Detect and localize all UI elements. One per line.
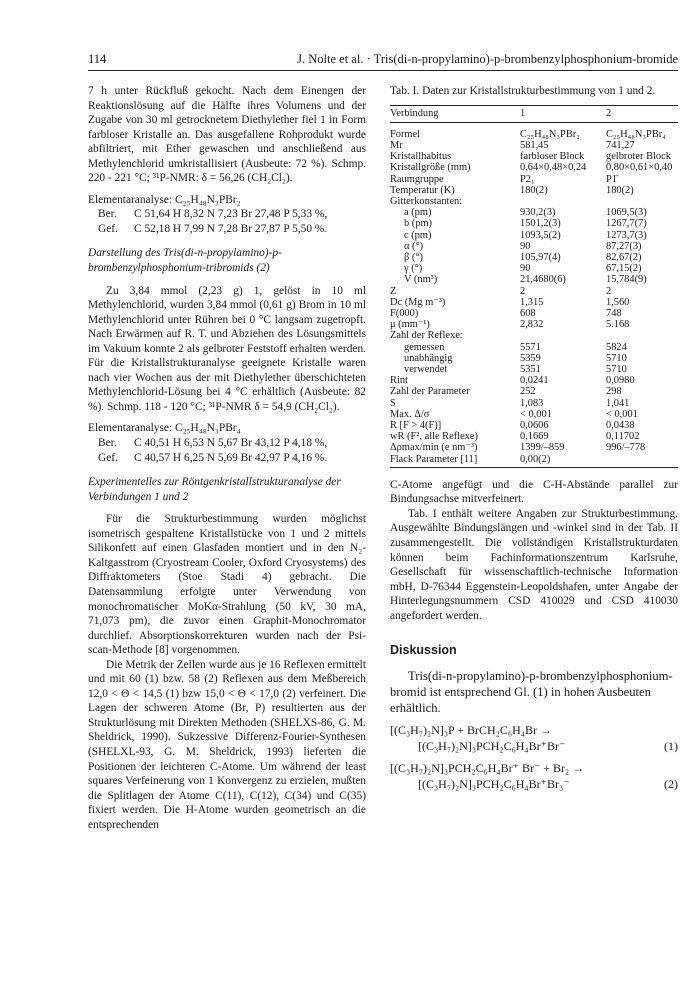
equation-product: [(C₃H₇)₂N]₃PCH₂C₆H₄Br⁺Br₃⁻ xyxy=(418,776,570,791)
subsection-heading: Darstellung des Tris(di-n-propylamino)-p-brombenzylphosphonium-tribromids (2) xyxy=(88,247,282,275)
compound-2-cell: 1069,5(3) xyxy=(606,207,647,219)
table-header-cell: 1 xyxy=(520,105,606,122)
paragraph: 7 h unter Rückfluß gekocht. Nach dem Einengen der Reaktionslösung auf die Hälfte ihres Volumens und der Zugabe von 30 ml getrocknetem Diethylether fiel 1 in Form farbloser Kristalle an. Das ausgefallene Rohprodukt wurde abfiltriert, mit Ether gewaschen und anschließend aus Methylenchlorid umkristallisiert (Ausbeute: 72 %). Schmp. 220 - 221 °C; ³¹P-NMR: δ = 56,26 (CH₂Cl₂). xyxy=(88,85,366,185)
compound-2-cell: 298 xyxy=(606,386,622,398)
table-row xyxy=(390,398,678,409)
compound-1-cell: 21,4680(6) xyxy=(520,274,566,286)
equation-1 xyxy=(390,722,678,754)
compound-2-cell: P1̄ xyxy=(606,173,617,185)
compound-1-cell: 2 xyxy=(520,285,526,297)
table-row xyxy=(390,207,678,218)
elemental-analysis-found xyxy=(88,222,366,237)
running-title: J. Nolte et al. · Tris(di-n-propylamino)-p-brombenzylphosphonium-bromide xyxy=(297,52,678,66)
compound-2-cell: 0,0438 xyxy=(606,420,635,432)
table-row xyxy=(390,241,678,252)
page-number: 114 xyxy=(88,52,107,66)
table-row xyxy=(390,375,678,386)
elemental-analysis-calculated xyxy=(88,436,366,451)
table-row xyxy=(390,420,678,431)
row-label-cell: Zahl der Parameter xyxy=(390,386,470,398)
table-row xyxy=(390,342,678,353)
compound-2-cell: 1,041 xyxy=(606,397,630,409)
table-row xyxy=(390,442,678,453)
compound-1-cell: 180(2) xyxy=(520,184,548,196)
compound-1-cell: 0,00(2) xyxy=(520,454,606,468)
crystal-data-table xyxy=(390,105,678,468)
row-label-cell: Z xyxy=(390,285,397,297)
row-label-cell: Mr xyxy=(390,139,403,151)
table-row xyxy=(390,297,678,308)
compound-2-cell: 87,27(3) xyxy=(606,240,642,252)
compound-2-cell: 0,80×0,61×0,40 xyxy=(606,162,673,174)
compound-1-cell: 0,1669 xyxy=(520,431,549,443)
row-label-cell: γ (°) xyxy=(404,263,423,275)
row-label-cell: Formel xyxy=(390,128,421,140)
compound-1-cell: 1093,5(2) xyxy=(520,229,561,241)
row-label-cell: Zahl der Reflexe: xyxy=(390,330,463,342)
table-row xyxy=(390,174,678,185)
compound-1-cell: 1399/–859 xyxy=(520,442,565,454)
compound-1-cell: 5359 xyxy=(520,352,541,364)
paragraph: Tab. I enthält weitere Angaben zur Strukturbestimmung. Ausgewählte Bindungslängen und -winkel sind in der Tab. II zusammengestellt. Die vollständigen Kristallstrukturdaten können beim Fachinformationszentrum Karlsruhe, Gesellschaft für wissenschaftlich-technische Information mbH, D-76344 Eggenstein-Leopoldshafen, unter Angabe der Hinterlegungsnummern CSD 410029 und CSD 410030 angefordert werden. xyxy=(390,507,678,622)
found-values: C 40,57 H 6,25 N 5,69 Br 42,97 P 4,16 %. xyxy=(134,451,328,464)
row-label-cell: Kristallgröße (mm) xyxy=(390,162,471,174)
compound-2-cell: 1273,7(3) xyxy=(606,229,647,241)
table-row xyxy=(390,185,678,196)
elemental-analysis-calculated xyxy=(88,207,366,222)
compound-2-cell: 1267,7(7) xyxy=(606,218,647,230)
row-label-cell: F(000) xyxy=(390,308,419,319)
equation-2 xyxy=(390,760,678,792)
compound-2-cell: gelbroter Block xyxy=(606,151,671,163)
compound-2-cell xyxy=(606,454,678,468)
row-label-cell: Max. Δ/σ xyxy=(390,408,430,420)
compound-1-cell: 5351 xyxy=(520,364,541,376)
table-row xyxy=(390,218,678,229)
compound-1-cell: 2,832 xyxy=(520,319,544,331)
compound-1-cell: C₂₅H₄₈N₃PBr₂ xyxy=(520,128,580,140)
table-row xyxy=(390,252,678,263)
row-label-cell: S xyxy=(390,397,396,409)
row-label-cell: verwendet xyxy=(404,364,448,376)
row-label-cell: b (pm) xyxy=(404,218,432,230)
compound-2-cell xyxy=(606,196,678,207)
row-label-cell: Flack Parameter [11] xyxy=(390,454,520,468)
compound-2-cell: 2 xyxy=(606,285,612,297)
compound-1-cell: 581,45 xyxy=(520,139,549,151)
equation-line xyxy=(390,776,678,792)
table-row xyxy=(390,162,678,173)
table-row xyxy=(390,454,678,468)
compound-2-cell xyxy=(606,330,678,341)
compound-2-cell: 180(2) xyxy=(606,184,634,196)
row-label-cell: Raumgruppe xyxy=(390,173,444,185)
row-label-cell: Gitterkonstanten: xyxy=(390,195,463,207)
elemental-analysis-title: Elementaranalyse: C₂₅H₄₈N₃PBr₄ xyxy=(88,422,241,435)
compound-1-cell: 105,97(4) xyxy=(520,251,561,263)
row-label-cell: β (°) xyxy=(404,251,423,263)
table-header-row xyxy=(390,105,678,122)
table-row xyxy=(390,330,678,341)
row-label-cell: Temperatur (K) xyxy=(390,184,455,196)
row-label-cell: unabhängig xyxy=(404,352,453,364)
equation-line: [(C₃H₇)₂N]₃PCH₂C₆H₄Br⁺ Br⁻ + Br₂ → xyxy=(390,760,585,775)
compound-2-cell: 5710 xyxy=(606,352,627,364)
compound-1-cell: 1501,2(3) xyxy=(520,218,561,230)
row-label-cell: wR (F², alle Reflexe) xyxy=(390,431,478,443)
row-label-cell: Δρmax/min (e nm⁻³) xyxy=(390,442,478,454)
compound-1-cell: farbloser Block xyxy=(520,151,585,163)
found-label: Gef. xyxy=(98,222,118,235)
compound-2-cell: 82,67(2) xyxy=(606,251,642,263)
compound-1-cell: 5571 xyxy=(520,341,541,353)
compound-2-cell: 0,11702 xyxy=(606,431,640,443)
row-label-cell: Dc (Mg m⁻³) xyxy=(390,296,446,308)
compound-1-cell: 252 xyxy=(520,386,536,398)
compound-1-cell: 1,083 xyxy=(520,397,544,409)
compound-1-cell: P2₁ xyxy=(520,173,535,185)
compound-2-cell: 748 xyxy=(606,308,622,319)
row-label-cell: Rint xyxy=(390,375,408,387)
row-label-cell: V (nm³) xyxy=(404,274,438,286)
compound-2-cell: 15,784(9) xyxy=(606,274,647,286)
equation-product: [(C₃H₇)₂N]₃PCH₂C₆H₄Br⁺Br⁻ xyxy=(418,738,566,753)
table-row xyxy=(390,386,678,397)
compound-2-cell: 5710 xyxy=(606,364,627,376)
equation-line: [(C₃H₇)₂N]₃P + BrCH₂C₆H₄Br → xyxy=(390,722,552,737)
right-column xyxy=(390,84,678,792)
equation-number: (2) xyxy=(664,776,678,791)
equation-line xyxy=(390,738,678,754)
row-label-cell: Kristallhabitus xyxy=(390,151,452,163)
compound-1-cell: 608 xyxy=(520,308,536,319)
table-row xyxy=(390,274,678,285)
compound-1-cell: 930,2(3) xyxy=(520,207,556,219)
table-header-cell: Verbindung xyxy=(390,105,520,122)
paragraph: Zu 3,84 mmol (2,23 g) 1, gelöst in 10 ml Methylenchlorid, wurden 3,84 mmol (0,61 g) Brom in 10 ml Methylenchlorid unter Rühren bei 0 °C langsam zugetropft. Nach Erwärmen auf R. T. und Abziehen des Lösungsmittels im Vakuum konnte 2 als gelbroter Feststoff erhalten werden. Für die Kristallstrukturanalyse geeignete Kristalle waren nach vier Wochen aus der mit Diethylether überschichteten Methylenchlorid-Lösung bei 4 °C erhältlich (Ausbeute: 82 %). Schmp. 118 - 120 °C; ³¹P-NMR δ = 54,9 (CH₂Cl₂). xyxy=(88,284,366,413)
compound-1-cell: < 0,001 xyxy=(520,408,552,420)
compound-1-cell: 0,0241 xyxy=(520,375,549,387)
compound-1-cell: 90 xyxy=(520,263,531,275)
compound-1-cell xyxy=(520,196,606,207)
equation-number: (1) xyxy=(664,738,678,753)
table-row xyxy=(390,308,678,319)
table-row xyxy=(390,286,678,297)
table-row xyxy=(390,353,678,364)
table-row xyxy=(390,319,678,330)
page-header xyxy=(88,52,678,71)
compound-1-cell: 0,0606 xyxy=(520,420,549,432)
calculated-values: C 51,64 H 8,32 N 7,23 Br 27,48 P 5,33 %, xyxy=(134,208,328,221)
table-row xyxy=(390,431,678,442)
compound-2-cell: 741,27 xyxy=(606,139,635,151)
table-row xyxy=(390,151,678,162)
table-caption: Tab. I. Daten zur Kristallstrukturbestimmung von 1 und 2. xyxy=(390,85,656,97)
compound-1-cell xyxy=(520,330,606,341)
row-label-cell: c (pm) xyxy=(404,229,432,241)
paragraph: Für die Strukturbestimmung wurden möglichst isometrisch gespaltene Kristallstücke von 1 und 2 mittels Silikonfett auf einen Glasfaden montiert und in den N₂-Kaltgasstrom (Cryostream Cooler, Oxford Cryosystems) des Diffraktometers (Stoe Stadi 4) gebracht. Die Datensammlung erfolgte unter Verwendung von monochromatischer MoKα-Strahlung (50 kV, 30 mA, 71,073 pm), die zuvor einen Graphit-Monochromator durchlief. Absorptionskorrekturen wurden nach der Psi-scan-Methode [8] vorgenommen. xyxy=(88,513,366,657)
section-heading: Diskussion xyxy=(390,643,457,658)
paragraph: C-Atome angefügt und die C-H-Abstände parallel zur Bindungsachse mitverfeinert. xyxy=(390,478,678,506)
compound-1-cell: 1,315 xyxy=(520,296,544,308)
table-row xyxy=(390,409,678,420)
calculated-label: Ber. xyxy=(98,208,117,221)
compound-2-cell: 996/–778 xyxy=(606,442,646,454)
compound-1-cell: 0,64×0,48×0,24 xyxy=(520,162,587,174)
paragraph: Tris(di-n-propylamino)-p-brombenzylphosphonium-bromid ist entsprechend Gl. (1) in hohen Ausbeuten erhältlich. xyxy=(390,668,673,715)
row-label-cell: μ (mm⁻¹) xyxy=(390,319,430,331)
row-label-cell: R [F > 4(F)] xyxy=(390,420,442,432)
found-values: C 52,18 H 7,99 N 7,28 Br 27,87 P 5,50 %. xyxy=(134,222,328,235)
compound-2-cell: 67,15(2) xyxy=(606,263,642,275)
elemental-analysis-title: Elementaranalyse: C₂₅H₄₈N₃PBr₂ xyxy=(88,193,241,206)
compound-2-cell: 1,560 xyxy=(606,296,630,308)
table-row xyxy=(390,263,678,274)
calculated-values: C 40,51 H 6,53 N 5,67 Br 43,12 P 4,18 %, xyxy=(134,437,328,450)
row-label-cell: a (pm) xyxy=(404,207,432,219)
table-row xyxy=(390,196,678,207)
found-label: Gef. xyxy=(98,451,118,464)
elemental-analysis-2 xyxy=(88,421,366,465)
compound-2-cell: 5824 xyxy=(606,341,627,353)
elemental-analysis-found xyxy=(88,451,366,466)
elemental-analysis-1 xyxy=(88,193,366,237)
table-row xyxy=(390,140,678,151)
row-label-cell: α (°) xyxy=(404,240,424,252)
calculated-label: Ber. xyxy=(98,437,117,450)
compound-2-cell: < 0,001 xyxy=(606,408,638,420)
table-row xyxy=(390,364,678,375)
compound-2-cell: C₂₅H₄₈N₃PBr₄ xyxy=(606,128,666,140)
compound-1-cell: 90 xyxy=(520,240,531,252)
subsection-heading: Experimentelles zur Röntgenkristallstrukturanalyse der Verbindungen 1 und 2 xyxy=(88,476,341,503)
row-label-cell: gemessen xyxy=(404,341,445,353)
compound-2-cell: 0,0980 xyxy=(606,375,635,387)
compound-2-cell: 5.168 xyxy=(606,319,630,331)
table-header-cell: 2 xyxy=(606,105,678,122)
table-row xyxy=(390,122,678,140)
paragraph: Die Metrik der Zellen wurde aus je 16 Reflexen ermittelt und mit 60 (1) bzw. 58 (2) Reflexen aus dem Meßbereich 12,0 < Θ < 14,5 (1) bzw 15,0 < Θ < 17,0 (2) verfeinert. Die Lagen der schweren Atome (Br, P) resultierten aus der Strukturlösung mit Direkten Methoden (SHELXS-86, G. M. Sheldrick, 1990). Sukzessive Differenz-Fourier-Synthesen (SHELXL-93, G. M. Sheldrick, 1993) lieferten die Positionen der leichteren C-Atome. Um während der least squares Verfeinerung von 1 Konvergenz zu erzielen, mußten die Splitlagen der Atome C(11), C(12), C(34) und C(35) fixiert werden. Die H-Atome wurden geometrisch an die entsprechenden xyxy=(88,658,366,831)
table-row xyxy=(390,230,678,241)
left-column xyxy=(88,84,366,832)
